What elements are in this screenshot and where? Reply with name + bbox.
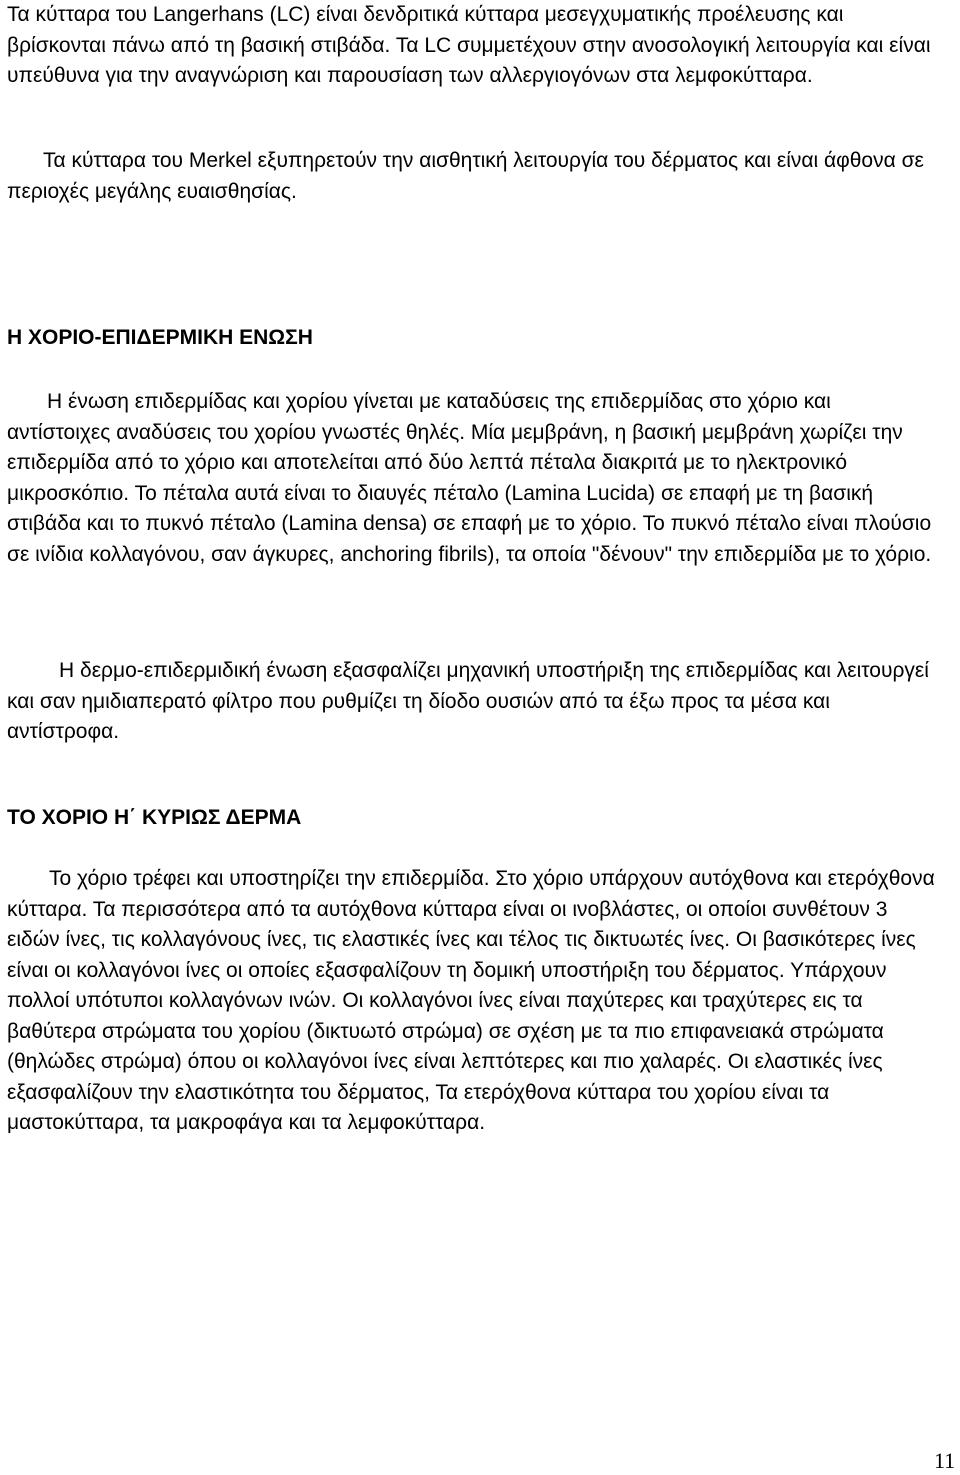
page-number: 11 bbox=[934, 1448, 956, 1473]
paragraph-junction-text: Η ένωση επιδερμίδας και χορίου γίνεται με καταδύσεις της επιδερμίδας στο χόριο και αντίστοιχες αναδύσεις του χορίου γνωστές θηλές. Μία μεμβράνη, η βασική μεμβράνη χωρίζει την επιδερμίδα από το χόριο και αποτελείται από δύο λεπτά πέταλα διακριτά με το ηλεκτρονικό μικροσκόπιο. Το πέταλα αυτά είναι το διαυγές πέταλο (Lamina Lucida) σε επαφή με τη βασική στιβάδα και το πυκνό πέταλο (Lamina densa) σε επαφή με το χόριο. Το πυκνό πέταλο είναι πλούσιο σε ινίδια κολλαγόνου, σαν άγκυρες, anchoring fibrils), τα οποία "δένουν" την επιδερμίδα με το χόριο. bbox=[7, 390, 932, 566]
paragraph-dermo-epidermal-function bbox=[7, 656, 937, 748]
paragraph-merkel-cells bbox=[7, 146, 937, 207]
paragraph-junction bbox=[7, 387, 937, 570]
paragraph-dermis bbox=[7, 864, 937, 1139]
heading-dermo-epidermal-junction: Η ΧΟΡΙΟ-ΕΠΙΔΕΡΜΙΚΗ ΕΝΩΣΗ bbox=[7, 326, 313, 349]
paragraph-dermo-text: Η δερμο-επιδερμιδική ένωση εξασφαλίζει μηχανική υποστήριξη της επιδερμίδας και λειτουργεί και σαν ημιδιαπερατό φίλτρο που ρυθμίζει τη δίοδο ουσιών από τα έξω προς τα μέσα και αντίστροφα. bbox=[7, 659, 929, 743]
heading-dermis: ΤΟ ΧΟΡΙΟ Η΄ ΚΥΡΙΩΣ ΔΕΡΜΑ bbox=[7, 806, 302, 829]
paragraph-langerhans-cells: Τα κύτταρα του Langerhans (LC) είναι δενδριτικά κύτταρα μεσεγχυματικής προέλευσης και βρίσκονται πάνω από τη βασική στιβάδα. Τα LC συμμετέχουν στην ανοσολογική λειτουργία και είναι υπεύθυνα για την αναγνώριση και παρουσίαση των αλλεργιογόνων στα λεμφοκύτταρα. bbox=[7, 3, 931, 87]
paragraph-merkel-text: Τα κύτταρα του Merkel εξυπηρετούν την αισθητική λειτουργία του δέρματος και είναι άφθονα σε περιοχές μεγάλης ευαισθησίας. bbox=[7, 149, 924, 203]
paragraph-dermis-text: Το χόριο τρέφει και υποστηρίζει την επιδερμίδα. Στο χόριο υπάρχουν αυτόχθονα και ετερόχθονα κύτταρα. Τα περισσότερα από τα αυτόχθονα κύτταρα είναι οι ινοβλάστες, οι οποίοι συνθέτουν 3 ειδών ίνες, τις κολλαγόνους ίνες, τις ελαστικές ίνες και τέλος τις δικτυωτές ίνες. Οι βασικότερες ίνες είναι οι κολλαγόνοι ίνες οι οποίες εξασφαλίζουν τη δομική υποστήριξη του δέρματος. Υπάρχουν πολλοί υπότυποι κολλαγόνων ινών. Οι κολλαγόνοι ίνες είναι παχύτερες και τραχύτερες εις τα βαθύτερα στρώματα του χορίου (δικτυωτό στρώμα) σε σχέση με τα πιο επιφανειακά στρώματα (θηλώδες στρώμα) όπου οι κολλαγόνοι ίνες είναι λεπτότερες και πιο χαλαρές. Οι ελαστικές ίνες εξασφαλίζουν την ελαστικότητα του δέρματος, Τα ετερόχθονα κύτταρα του χορίου είναι τα μαστοκύτταρα, τα μακροφάγα και τα λεμφοκύτταρα. bbox=[7, 867, 935, 1134]
